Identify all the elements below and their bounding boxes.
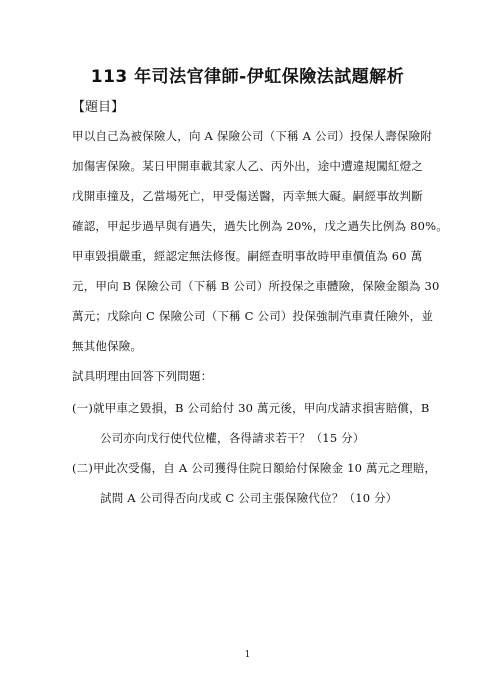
instruction-line: 試具明理由回答下列問題： bbox=[72, 369, 213, 383]
body-line: 戊開車撞及，乙當場死亡，甲受傷送醫，丙幸無大礙。嗣經事故判斷 bbox=[72, 189, 423, 203]
body-line: 確認，甲起步過早與有過失，過失比例為 20%，戊之過失比例為 80%。 bbox=[72, 219, 448, 233]
question-2-line-1: (二)甲此次受傷，自 A 公司獲得住院日額給付保險金 10 萬元之理賠， bbox=[72, 461, 437, 475]
body-line: 甲車毀損嚴重，經認定無法修復。嗣經查明事故時甲車價值為 60 萬 bbox=[72, 249, 423, 263]
document-title: 113 年司法官律師-伊虹保險法試題解析 bbox=[90, 67, 405, 87]
section-heading: 【題目】 bbox=[72, 100, 125, 115]
question-2-line-2: 試問 A 公司得否向戊或 C 公司主張保險代位？（10 分） bbox=[100, 491, 398, 505]
body-line: 甲以自己為被保險人，向 A 保險公司（下稱 A 公司）投保人壽保險附 bbox=[72, 129, 433, 143]
page-number: 1 bbox=[244, 650, 251, 660]
body-line: 加傷害保險。某日甲開車載其家人乙、丙外出，途中遭違規闖紅燈之 bbox=[72, 159, 423, 173]
question-1-line-1: (一)就甲車之毀損，B 公司給付 30 萬元後，甲向戊請求損害賠償，B bbox=[72, 401, 430, 415]
question-1-line-2: 公司亦向戊行使代位權，各得請求若干？（15 分） bbox=[100, 431, 365, 445]
body-line: 無其他保險。 bbox=[72, 339, 143, 353]
body-line: 萬元；戊除向 C 保險公司（下稱 C 公司）投保強制汽車責任險外，並 bbox=[72, 309, 434, 323]
body-line: 元，甲向 B 保險公司（下稱 B 公司）所投保之車體險，保險金額為 30 bbox=[72, 279, 440, 293]
